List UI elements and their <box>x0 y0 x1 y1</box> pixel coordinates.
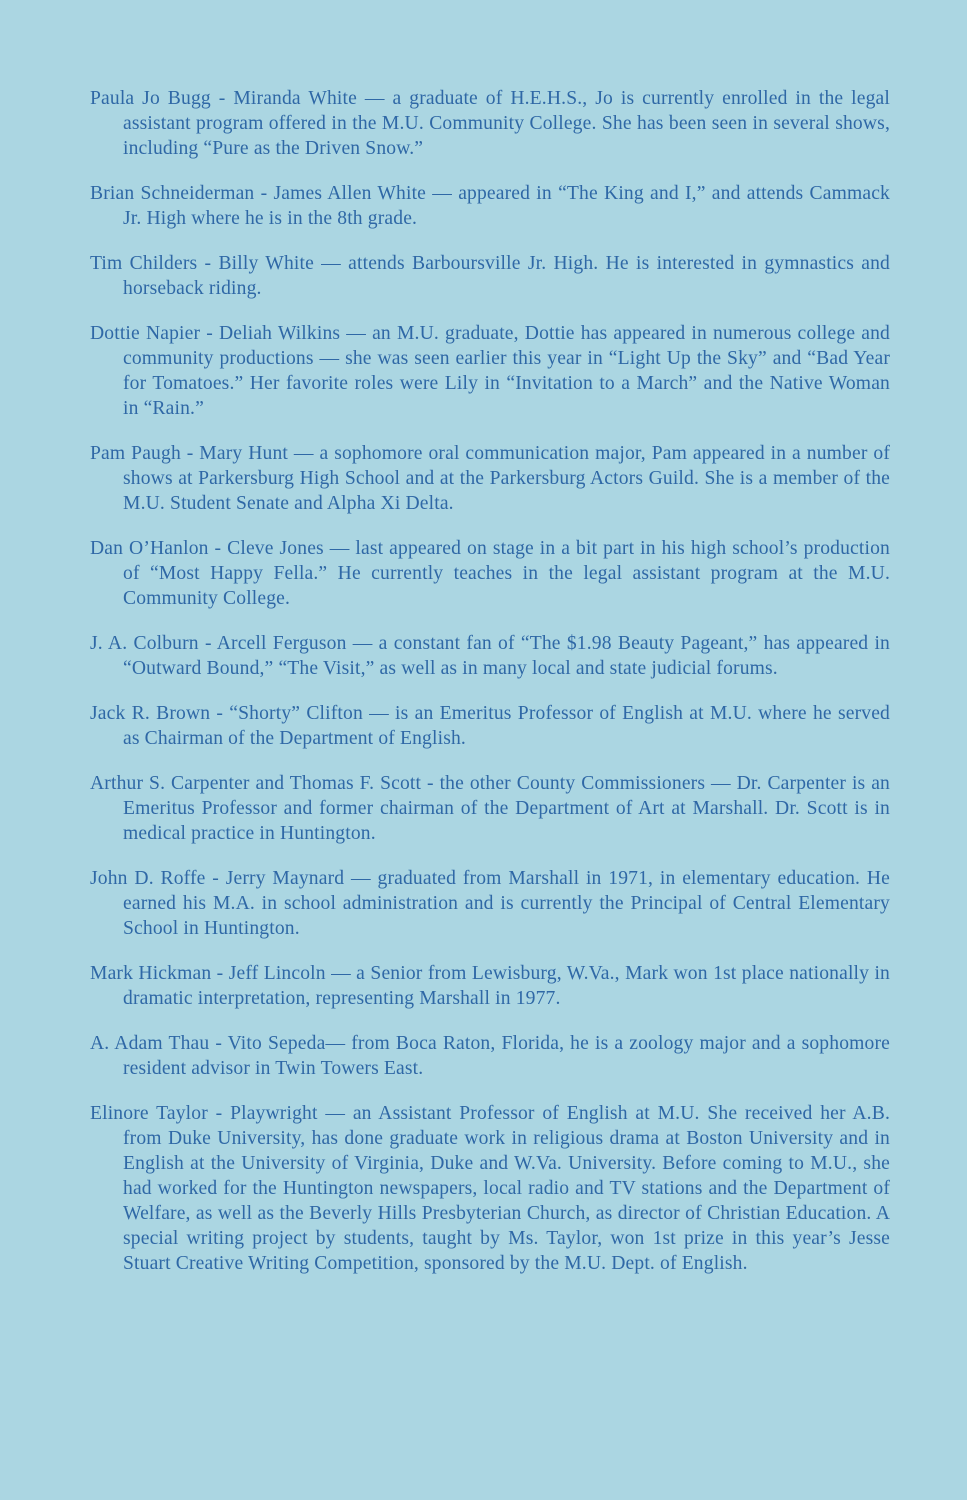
bio-tim-childers: Tim Childers - Billy White — attends Barboursville Jr. High. He is interested in gymnastics and horseback riding. <box>90 253 890 299</box>
bio-dan-ohanlon: Dan O’Hanlon - Cleve Jones — last appeared on stage in a bit part in his high school’s production of “Most Happy Fella.” He currently teaches in the legal assistant program at the M.U. Community College. <box>90 538 890 609</box>
bio-adam-thau: A. Adam Thau - Vito Sepeda— from Boca Raton, Florida, he is a zoology major and a sophomore resident advisor in Twin Towers East. <box>90 1033 890 1079</box>
bio-brian-schneiderman: Brian Schneiderman - James Allen White — appeared in “The King and I,” and attends Cammack Jr. High where he is in the 8th grade. <box>90 183 890 229</box>
bio-dottie-napier: Dottie Napier - Deliah Wilkins — an M.U. graduate, Dottie has appeared in numerous college and community productions — she was seen earlier this year in “Light Up the Sky” and “Bad Year for Tomatoes.” Her favorite roles were Lily in “Invitation to a March” and the Native Woman in “Rain.” <box>90 323 890 419</box>
bio-ja-colburn: J. A. Colburn - Arcell Ferguson — a constant fan of “The $1.98 Beauty Pageant,” has appeared in “Outward Bound,” “The Visit,” as well as in many local and state judicial forums. <box>90 633 890 679</box>
bio-jack-brown: Jack R. Brown - “Shorty” Clifton — is an Emeritus Professor of English at M.U. where he served as Chairman of the Department of English. <box>90 703 890 749</box>
bio-paula-jo-bugg: Paula Jo Bugg - Miranda White — a graduate of H.E.H.S., Jo is currently enrolled in the legal assistant program offered in the M.U. Community College. She has been seen in several shows, including “Pure as the Driven Snow.” <box>90 88 890 159</box>
bio-pam-paugh: Pam Paugh - Mary Hunt — a sophomore oral communication major, Pam appeared in a number of shows at Parkersburg High School and at the Parkersburg Actors Guild. She is a member of the M.U. Student Senate and Alpha Xi Delta. <box>90 443 890 514</box>
bio-john-roffe: John D. Roffe - Jerry Maynard — graduated from Marshall in 1971, in elementary education. He earned his M.A. in school administration and is currently the Principal of Central Elementary School in Huntington. <box>90 868 890 939</box>
bio-mark-hickman: Mark Hickman - Jeff Lincoln — a Senior from Lewisburg, W.Va., Mark won 1st place nationally in dramatic interpretation, representing Marshall in 1977. <box>90 963 890 1009</box>
bio-elinore-taylor: Elinore Taylor - Playwright — an Assistant Professor of English at M.U. She received her A.B. from Duke University, has done graduate work in religious drama at Boston University and in English at the University of Virginia, Duke and W.Va. University. Before coming to M.U., she had worked for the Huntington newspapers, local radio and TV stations and the Department of Welfare, as well as the Beverly Hills Presbyterian Church, as director of Christian Education. A special writing project by students, taught by Ms. Taylor, won 1st prize in this year’s Jesse Stuart Creative Writing Competition, sponsored by the M.U. Dept. of English. <box>90 1103 890 1274</box>
bio-carpenter-scott: Arthur S. Carpenter and Thomas F. Scott - the other County Commissioners — Dr. Carpenter is an Emeritus Professor and former chairman of the Department of Art at Marshall. Dr. Scott is in medical practice in Huntington. <box>90 773 890 844</box>
cast-bios-list <box>90 86 890 1296</box>
